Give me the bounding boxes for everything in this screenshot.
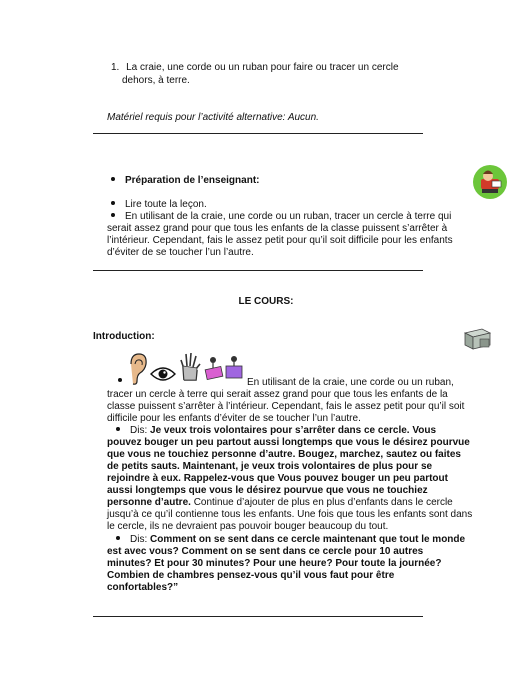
dis-2-bold: Comment on se sent dans ce cercle maintenant que tout le monde est avec vous? Comment on se sent dans ce cercle pour 10 autres minutes? Et pour 30 minutes? Pour une heure? Pour toute la journée? Combien de chambres pensez-vous qu’il vous faut pour être confortables?” xyxy=(107,534,466,593)
dis-1-bold: Je veux trois volontaires pour s’arrêter dans ce cercle. Vous pouvez bouger un peu partout aussi longtemps que vous le désirez pourvue que vous ne touchiez personne d’autre. Bougez, marchez, sautez ou faites de petits sauts. Maintenant, je veux trois volontaires de plus pour se rejoindre à eux. Rappelez-vous que Vous pouvez bouger un peu partout aussi longtemps que vous le désirez pourvue que vous ne touchiez personne d’autre. xyxy=(107,425,470,508)
dis-1 xyxy=(107,425,473,533)
material-item-number: 1. xyxy=(111,62,120,73)
dis-2-label: Dis: xyxy=(130,534,148,545)
bullet xyxy=(116,427,120,431)
prep-bullet-2-text: En utilisant de la craie, une corde ou un ruban, tracer un cercle à terre qui serait assez grand pour que tous les enfants de la classe puissent s’arrêter à l’intérieur. Cependant, fais le assez petit pour qu’il soit difficile pour les enfants d’éviter de se toucher l’un l’autre. xyxy=(107,211,453,258)
prep-heading: Préparation de l’enseignant: xyxy=(125,175,260,186)
bullet xyxy=(116,536,120,540)
prep-bullet-1 xyxy=(111,199,207,211)
prep-bullet-1-text: Lire toute la leçon. xyxy=(125,199,207,210)
prep-bullet-2 xyxy=(107,211,469,259)
teacher-reading-icon xyxy=(472,164,508,200)
bullet xyxy=(111,213,115,217)
dis-1-normal: Continue d’ajouter de plus en plus d’enfants dans le cercle jusqu’à ce qu’il contienne tous les enfants. Une fois que tous les enfants sont dans le cercle, ils ne devraient pas pouvoir bouger beaucoup du tout. xyxy=(107,497,473,532)
prep-heading-row xyxy=(111,175,259,187)
lesson-title: LE COURS: xyxy=(238,296,294,307)
school-desk-icon xyxy=(462,326,494,354)
divider-1 xyxy=(93,133,423,134)
intro-text xyxy=(107,377,472,425)
bullet xyxy=(111,177,115,181)
bullet xyxy=(111,201,115,205)
alt-material-note: Matériel requis pour l’activité alternative: Aucun. xyxy=(107,112,319,123)
divider-3 xyxy=(93,616,423,617)
material-item-text: La craie, une corde ou un ruban pour faire ou tracer un cercle xyxy=(126,62,399,73)
dis-1-label: Dis: xyxy=(130,425,148,436)
material-item xyxy=(111,62,441,74)
intro-text-body: En utilisant de la craie, une corde ou un ruban, tracer un cercle à terre qui serait assez grand pour que tous les enfants de la classe puissent s’arrêter à l’intérieur. Cependant, fais le assez petit pour qu’il soit difficile pour les enfants d’éviter de se toucher l’un l’autre. xyxy=(107,377,465,424)
divider-2 xyxy=(93,270,423,271)
dis-2 xyxy=(107,534,467,594)
material-item-line2: dehors, à terre. xyxy=(122,75,190,86)
intro-heading: Introduction: xyxy=(93,331,155,342)
